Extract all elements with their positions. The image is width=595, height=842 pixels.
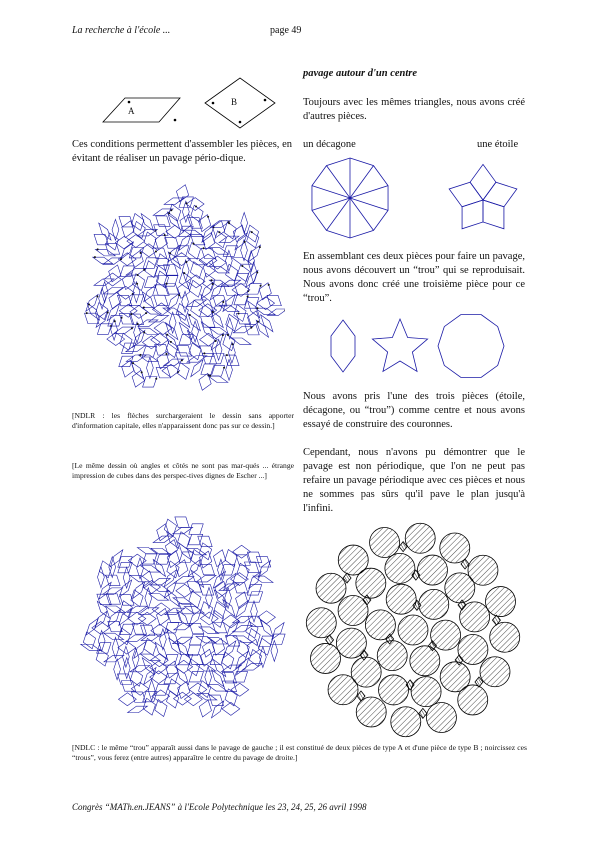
left-paragraph-1: Ces conditions permettent d'assembler les pièces, en évitant de réaliser un pavage pério-dique. — [72, 139, 292, 164]
star-label: une étoile — [477, 139, 519, 150]
penrose-tiling-marked — [75, 180, 285, 405]
circle-crown-tiling — [300, 520, 525, 740]
three-pieces-figure — [303, 308, 528, 386]
right-paragraph-4: Cependant, nous n'avons pu démontrer que le pavage est non périodique, que l'on ne peut pas refaire un pavage périodique avec ces pièces et nous ne sommes pas sûrs qu'il pave le plan jusqu'à l'infini. — [303, 447, 525, 514]
section-heading: pavage autour d'un centre — [303, 68, 418, 79]
ndlr-note-2: [Le même dessin où angles et côtés ne sont pas mar-qués ... étrange impression de cubes dans des perspec-tives dignes de Escher ...] — [72, 461, 294, 480]
right-paragraph-1: Toujours avec les mêmes triangles, nous avons créé d'autres pièces. — [303, 97, 525, 122]
running-title: La recherche à l'école ... — [72, 25, 171, 36]
decagon-and-star-figure — [303, 155, 528, 255]
decagon-label: un décagone — [303, 139, 356, 150]
rhombus-a-label: A — [128, 106, 135, 116]
rhombus-pieces-figure — [95, 70, 285, 140]
right-paragraph-2: En assemblant ces deux pièces pour faire un pavage, nous avons découvert un “trou” qui se reproduisait. Nous avons donc créé une troisième pièce pour ce “trou”. — [303, 251, 525, 304]
rhombus-b-label: B — [231, 97, 238, 107]
penrose-tiling-plain — [75, 510, 290, 735]
ndlc-note: [NDLC : le même “trou” apparaît aussi dans le pavage de gauche ; il est constitué de deux pièces de type A et d'une pièce de type B ; noircissez ces “trous”, vous ferez (entre autres) apparaître le centre du pavage de droite.] — [72, 743, 527, 762]
right-paragraph-3: Nous avons pris l'une des trois pièces (étoile, décagone, ou “trou”) comme centre et nous avons essayé de construire des couronnes. — [303, 391, 525, 430]
ndlr-note-1: [NDLR : les flèches surchargeraient le dessin sans apporter d'information capitale, elles n'apparaissent donc pas sur ce dessin.] — [72, 411, 294, 430]
footer-text: Congrès “MATh.en.JEANS” à l'Ecole Polytechnique les 23, 24, 25, 26 avril 1998 — [72, 802, 367, 812]
page-number: page 49 — [270, 25, 302, 36]
